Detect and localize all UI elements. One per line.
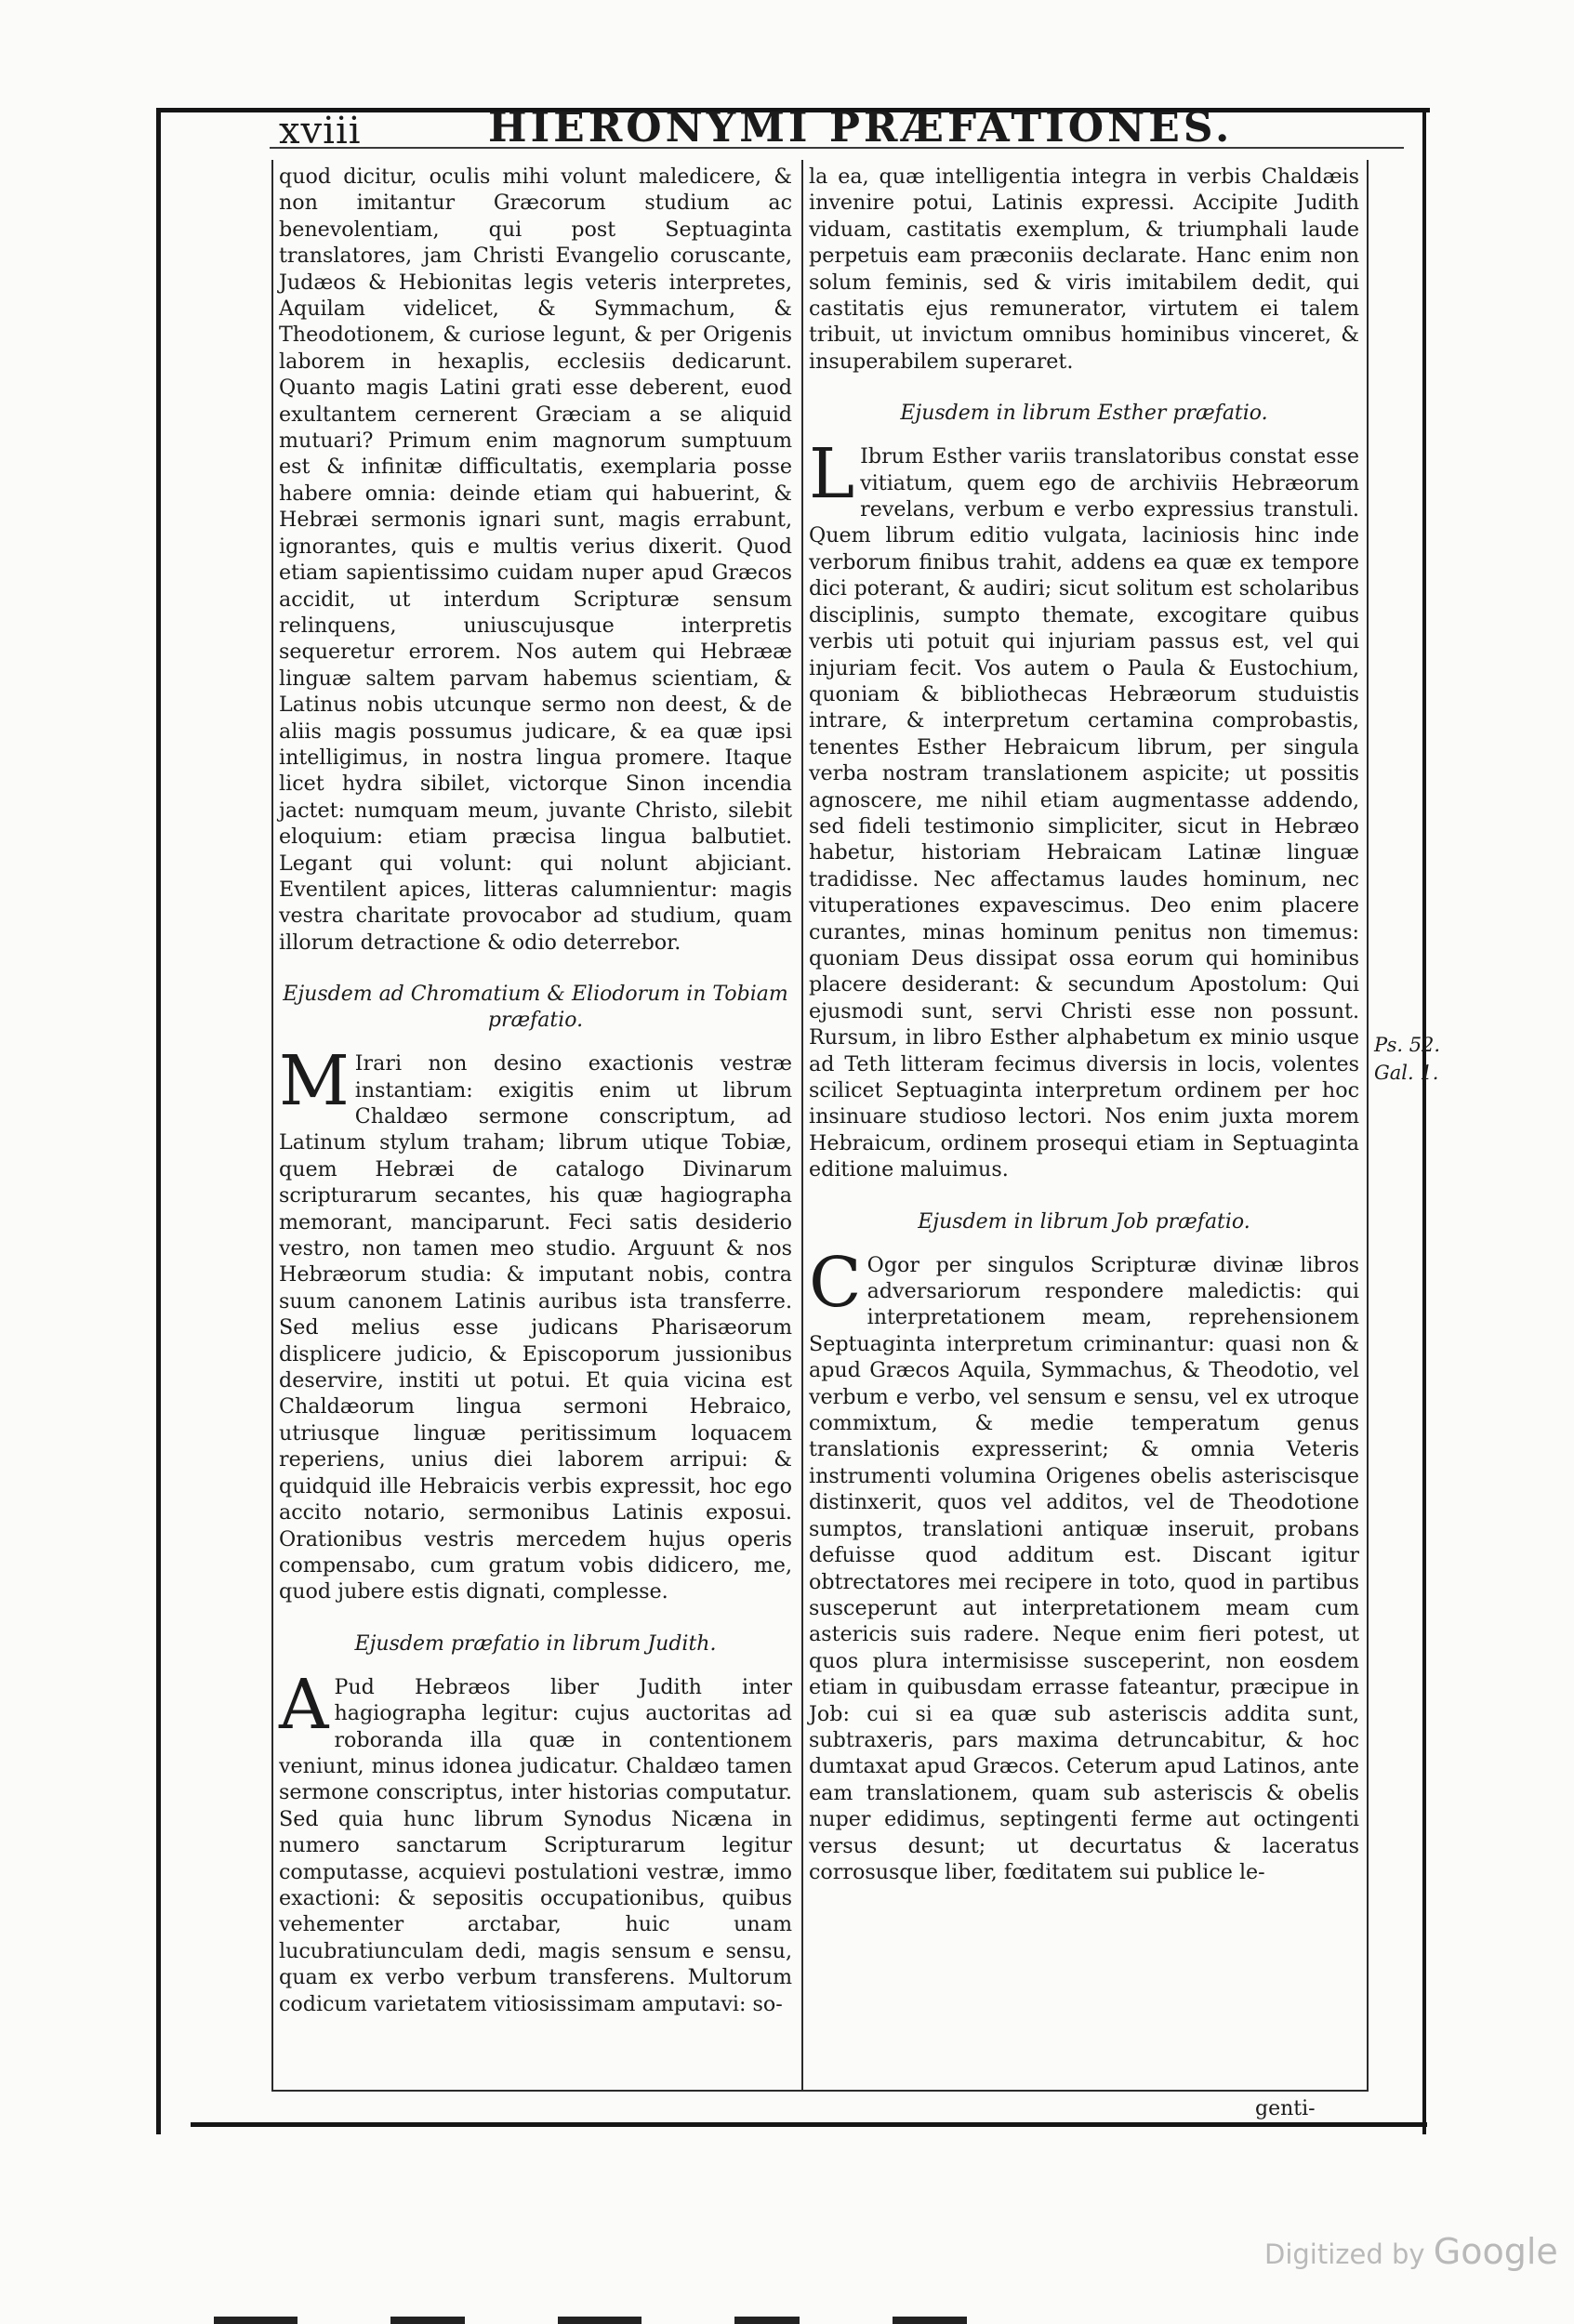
- job-initial: C: [809, 1242, 862, 1323]
- scan-edge-mark: [558, 2317, 642, 2324]
- esther-preface-title: Ejusdem in librum Esther præfatio.: [900, 402, 1268, 426]
- esther-preface-text: [809, 434, 1359, 1182]
- tobias-preface-title: Ejusdem ad Chromatium & Eliodorum in Tobiam præfatio.: [283, 983, 788, 1033]
- judith-preface-title: Ejusdem præfatio in librum Judith.: [354, 1631, 717, 1656]
- judith-preface-text: [279, 1664, 792, 2017]
- right-column: [809, 164, 1359, 1885]
- page-number: xviii: [279, 110, 362, 152]
- column-divider: [801, 160, 803, 2092]
- tobias-preface-text: [279, 1041, 792, 1605]
- scan-edge-mark: [734, 2317, 800, 2324]
- running-head: HIERONYMI PRÆFATIONES.: [488, 104, 1234, 152]
- job-preface-title: Ejusdem in librum Job præfatio.: [918, 1209, 1250, 1234]
- page-frame-left: [156, 108, 161, 2134]
- judith-continued-text: la ea, quæ intelligentia integra in verbis Chaldæis invenire potui, Latinis expressi. Accipite Judith viduam, castitatis exemplum, & triumphali laude perpetuis eam præconiis declarate. Hanc enim non solum feminis, sed & viris imitabilem dedit, qui castitatis ejus remunerator, virtutem ei talem tribuit, ut invictum omnibus hominibus vinceret, & insuperabilem superaret.: [809, 165, 1359, 374]
- scan-edge-mark: [893, 2317, 967, 2324]
- catchword: genti-: [1255, 2097, 1316, 2120]
- page-frame-bottom: [191, 2122, 1427, 2127]
- digitized-watermark: [1264, 2231, 1558, 2272]
- left-column: [279, 164, 792, 2017]
- page-frame-right: [1422, 108, 1426, 2134]
- scan-edge-mark: [390, 2317, 465, 2324]
- scan-edge-mark: [214, 2317, 298, 2324]
- job-preface-text: [809, 1242, 1359, 1886]
- tobias-initial: M: [279, 1041, 350, 1122]
- esther-initial: L: [809, 434, 855, 515]
- job-body: Ogor per singulos Scripturæ divinæ libros adversariorum respondere maledictis: qui interpretationem meam, reprehensionem Septuaginta interpretum criminantur: quasi non & apud Græcos Aquila, Symmachus, & Theodotio, vel verbum e verbo, vel sensum e sensu, vel ex utroque commixtum, & medie temperatum genus translationis expresserint; & omnia Veteris instrumenti volumina Origenes obelis asteriscisque distinxerit, quos vel additos, vel de Theodotione sumptos, translationi antiquæ inseruit, probans defuisse quod additum est. Discant igitur obtrectatores mei recipere in toto, quod in partibus susceperunt aut interpretationem meam cum astericis suis radere. Neque enim fieri potest, ut quos plura intermisisse susceperint, non eosdem etiam in quibusdam errasse fateantur, præcipue in Job: cui si ea quæ sub asteriscis addita sunt, subtraxeris, pars maxima detruncabitur, & hoc dumtaxat apud Græcos. Ceterum apud Latinos, ante eam translationem, quam sub asteriscis & obelis nuper edidimus, septingenti ferme aut octingenti versus desunt; ut decurtatus & laceratus corrosusque liber, fœditatem sui publice le-: [809, 1252, 1359, 1884]
- text-block-bottom-rule: [271, 2090, 1369, 2092]
- watermark-brand: Google: [1433, 2231, 1558, 2272]
- watermark-prefix: Digitized by: [1264, 2238, 1425, 2270]
- continued-preface-text: quod dicitur, oculis mihi volunt maledicere, & non imitantur Græcorum studium ac benevolentiam, qui post Septuaginta translatores, jam Christi Evangelio coruscante, Judæos & Hebionitas legis veteris interpretes, Aquilam videlicet, & Symmachum, & Theodotionem, & curiose legunt, & per Origenis laborem in hexaplis, ecclesiis dedicarunt. Quanto magis Latini grati esse deberent, euod exultantem cernerent Græciam a se aliquid mutuari? Primum enim magnorum sumptuum est & infinitæ difficultatis, exemplaria posse habere omnia: deinde etiam qui habuerint, & Hebræi sermonis ignari sunt, magis errabunt, ignorantes, quis e multis verius dixerit. Quod etiam sapientissimo cuidam nuper apud Græcos accidit, ut interdum Scripturæ sensum relinquens, uniuscujusque interpretis sequeretur errorem. Nos autem qui Hebrææ linguæ saltem parvam habemus scientiam, & Latinus nobis utcunque sermo non deest, & de aliis magis possumus judicare, & ea quæ ipsi intelligimus, in nostra lingua promere. Itaque licet hydra sibilet, victorque Sinon incendia jactet: numquam meum, juvante Christo, silebit eloquium: etiam præcisa lingua balbutiet. Legant qui volunt: qui nolunt abjiciant. Eventilent apices, litteras calumnientur: magis vestra charitate provocabor ad studium, quam illorum detractione & odio deterrebor.: [279, 165, 792, 955]
- margin-note-galatians: Gal. 1.: [1374, 1062, 1439, 1084]
- margin-note-psalm: Ps. 52.: [1374, 1034, 1441, 1056]
- judith-initial: A: [279, 1664, 329, 1745]
- judith-body: Pud Hebræos liber Judith inter hagiographa legitur: cujus auctoritas ad roboranda illa quæ in contentionem veniunt, minus idonea judicatur. Chaldæo tamen sermone conscriptus, inter historias computatur. Sed quia hunc librum Synodus Nicæna in numero sanctarum Scripturarum legitur computasse, acquievi postulationi vestræ, immo exactioni: & sepositis occupationibus, quibus vehementer arctabar, huic unam lucubratiunculam dedi, magis sensum e sensu, quam ex verbo verbum transferens. Multorum codicum varietatem vitiosissimam amputavi: so-: [279, 1674, 792, 2016]
- tobias-body: Irari non desino exactionis vestræ instantiam: exigitis enim ut librum Chaldæo sermone conscriptum, ad Latinum stylum traham; librum utique Tobiæ, quem Hebræi de catalogo Divinarum scripturarum secantes, his quæ hagiographa memorant, manciparunt. Feci satis desiderio vestro, non tamen meo studio. Arguunt & nos Hebræorum studia: & imputant nobis, contra suum canonem Latinis auribus ista transferre. Sed melius esse judicans Pharisæorum displicere judicio, & Episcoporum jussionibus deservire, institi ut potui. Et quia vicina est Chaldæorum lingua sermoni Hebraico, utriusque linguæ peritissimum loquacem reperiens, unius diei laborem arripui: & quidquid ille Hebraicis verbis expressit, hoc ego accito notario, sermonibus Latinis exposui. Orationibus vestris mercedem hujus operis compensabo, cum gratum vobis didicero, me, quod jubere estis dignati, complesse.: [279, 1051, 792, 1604]
- esther-body: Ibrum Esther variis translatoribus constat esse vitiatum, quem ego de archiviis Hebræorum revelans, verbum e verbo expressius transtuli. Quem librum editio vulgata, laciniosis hinc inde verborum finibus trahit, addens ea quæ ex tempore dici poterant, & audiri; sicut solitum est scholaribus disciplinis, sumpto themate, excogitare quibus verbis uti potuit qui injuriam passus est, vel qui injuriam fecit. Vos autem o Paula & Eustochium, quoniam & bibliothecas Hebræorum studuistis intrare, & interpretum certamina comprobastis, tenentes Esther Hebraicum librum, per singula verba nostram translationem aspicite; ut possitis agnoscere, me nihil etiam augmentasse addendo, sed fideli testimonio simpliciter, sicut in Hebræo habetur, historiam Hebraicam Latinæ linguæ tradidisse. Nec affectamus laudes hominum, nec vituperationes expavescimus. Deo enim placere curantes, minas hominum penitus non timemus: quoniam Deus dissipat ossa eorum qui hominibus placere desiderant: & secundum Apostolum: Qui ejusmodi sunt, servi Christi esse non possunt. Rursum, in libro Esther alphabetum ex minio usque ad Teth litteram fecimus diversis in locis, volentes scilicet Septuaginta interpretum ordinem per hoc insinuare studioso lectori. Nos enim juxta morem Hebraicum, ordinem prosequi etiam in Septuaginta editione maluimus.: [809, 444, 1359, 1182]
